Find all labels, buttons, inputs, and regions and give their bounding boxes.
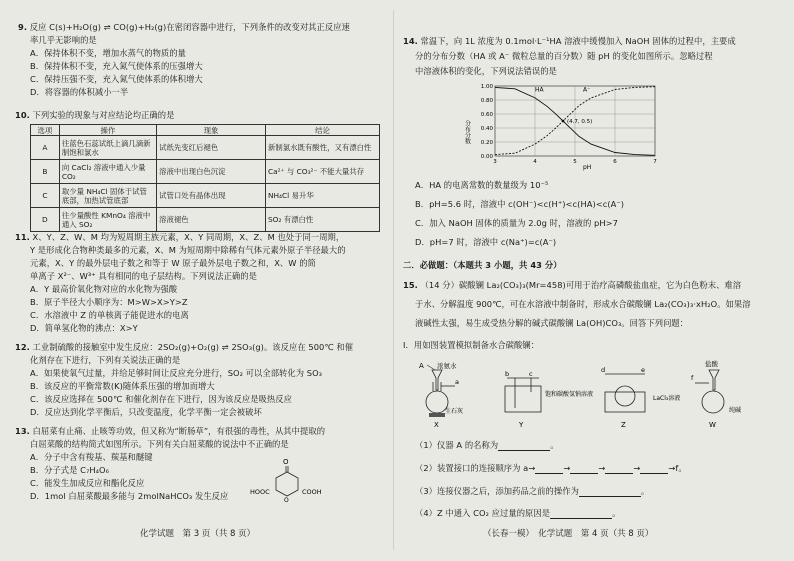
- table-cell: A: [31, 136, 60, 160]
- q15-line-2: 于水、分解温度 900℃，可在水溶液中制备时，形成水合碳酸镧 La₂(CO₃)₃·xH₂O。如果溶: [415, 299, 751, 309]
- port-f: f: [691, 374, 694, 382]
- x-tick-label: 6: [613, 159, 617, 165]
- q9-option-a: A．保持体积不变，增加水蒸气的物质的量: [30, 48, 186, 58]
- legend-a-minus: A⁻: [583, 86, 591, 94]
- structure-carbonyl-o: O: [283, 458, 289, 466]
- left-column: [0, 0, 392, 561]
- table-cell: 试管口处有晶体出现: [157, 184, 266, 208]
- answer-blank[interactable]: [570, 465, 598, 474]
- q9-option-c: C．保持压强不变，充入氮气使体系的体积增大: [30, 74, 203, 84]
- answer-blank[interactable]: [550, 510, 612, 519]
- label-w: W: [709, 421, 716, 429]
- q14-option-b: B．pH=5.6 时，溶液中 c(OH⁻)<c(H⁺)<c(HA)<c(A⁻): [415, 199, 625, 209]
- answer-blank[interactable]: [498, 442, 550, 451]
- table-header-cell: 现象: [157, 125, 266, 136]
- q10-stem: 10. 下列实验的现象与对应结论均正确的是: [15, 110, 175, 120]
- label-y: Y: [519, 421, 524, 429]
- structure-left-group: HOOC: [250, 488, 270, 496]
- q13-stem-1: 13. 白屈菜有止痛、止咳等功效，但又称为“断肠草”，有很强的毒性，从其中提取的: [15, 426, 326, 436]
- table-header-cell: 操作: [59, 125, 156, 136]
- footer-left: 化学试题 第 3 页（共 8 页）: [140, 529, 256, 539]
- q9-stem-1: 9. 反应 C(s)+H₂O(g) ⇌ CO(g)+H₂(g)在密闭容器中进行，下列条件的改变对其正反应速: [18, 22, 350, 32]
- q14-stem-2: 分的分布分数（HA 或 A⁻ 微粒总量的百分数）随 pH 的变化如图所示。忽略过程: [415, 51, 713, 61]
- q15-sub-3: （3）连接仪器之后，添加药品之前的操作为 。: [415, 486, 650, 496]
- table-cell: 取少量 NH₄Cl 固体于试管底部，加热试管底部: [59, 184, 156, 208]
- table-cell: Ca²⁺ 与 CO₃²⁻ 不能大量共存: [265, 160, 379, 184]
- y-tick-label: 0.20: [480, 140, 493, 146]
- port-c: c: [529, 370, 533, 378]
- table-cell: C: [31, 184, 60, 208]
- q11-stem-1: 11. X、Y、Z、W、M 均为短周期主族元素，X、Y 同周期，X、Z、M 也处于同一周期，: [15, 232, 345, 242]
- distribution-chart: [465, 80, 665, 170]
- q12-option-c: C．该反应选择在 500℃ 和催化剂存在下进行，因为该反应是吸热反应: [30, 394, 292, 404]
- label-soda: 纯碱: [729, 407, 742, 414]
- q12-stem-2: 化剂存在下进行，下列有关说法正确的是: [30, 355, 181, 365]
- q13-option-d: D．1mol 白屈菜酸最多能与 2molNaHCO₃ 发生反应: [30, 491, 229, 501]
- q10-table: [30, 124, 380, 232]
- q9-stem-2: 率几乎无影响的是: [30, 35, 97, 45]
- table-header-cell: 选项: [31, 125, 60, 136]
- q12-stem-1: 12. 工业制硫酸的接触室中发生反应：2SO₂(g)+O₂(g) ⇌ 2SO₃(g)。该反应在 500℃ 和催: [15, 342, 354, 352]
- q11-option-a: A．Y 最高价氧化物对应的水化物为强酸: [30, 284, 178, 294]
- x-tick-label: 7: [653, 159, 657, 165]
- q15-sub-2: （2）装置接口的连接顺序为 a→ → → → →f。: [415, 463, 687, 473]
- q13-option-a: A．分子中含有羧基、羰基和醚键: [30, 452, 153, 462]
- label-a-funnel: A: [419, 362, 424, 370]
- q11-stem-2: Y 是形成化合物种类最多的元素，X、M 为短周期中除稀有气体元素外原子半径最大的: [30, 245, 346, 255]
- label-ammonia: 浓氨水: [437, 362, 457, 370]
- q12-option-b: B．该反应的平衡常数(K)随体系压强的增加而增大: [30, 381, 215, 391]
- table-cell: 往蓝色石蕊试纸上滴几滴新制饱和氯水: [59, 136, 156, 160]
- chart-annotation: (4.7, 0.5): [567, 119, 593, 125]
- crossing-point: [562, 120, 565, 123]
- funnel-icon: [709, 370, 719, 390]
- table-row: [31, 136, 380, 160]
- chelidonic-acid-structure: [250, 455, 340, 505]
- table-header-cell: 结论: [265, 125, 379, 136]
- leader-line: [427, 365, 435, 370]
- table-row: [31, 184, 380, 208]
- bottle-y-icon: [505, 386, 541, 412]
- y-tick-label: 1.00: [480, 84, 493, 90]
- q15-part-1: Ⅰ．用如图装置模拟制备水合碳酸镧：: [403, 340, 540, 350]
- q13-option-c: C．能发生加成反应和酯化反应: [30, 478, 145, 488]
- q11-option-d: D．简单氢化物的沸点：X>Y: [30, 323, 138, 333]
- q11-option-c: C．水溶液中 Z 的单核离子能促进水的电离: [30, 310, 189, 320]
- table-cell: 溶液中出现白色沉淀: [157, 160, 266, 184]
- q9-option-b: B．保持体积不变，充入氮气使体系的压强增大: [30, 61, 203, 71]
- table-cell: D: [31, 208, 60, 232]
- table-cell: B: [31, 160, 60, 184]
- chart-y-ticks: [481, 84, 494, 160]
- q14-option-c: C．加入 NaOH 固体的质量为 2.0g 时，溶液的 pH>7: [415, 218, 618, 228]
- q14-stem-1: 14. 常温下，向 1L 浓度为 0.1mol·L⁻¹HA 溶液中缓慢加入 NaOH 固体的过程中，主要成: [403, 36, 736, 46]
- stand-base: [429, 413, 445, 417]
- answer-blank[interactable]: [535, 465, 563, 474]
- chart-x-ticks: [493, 159, 657, 165]
- table-cell: SO₂ 有漂白性: [265, 208, 379, 232]
- table-cell: 试纸先变红后褪色: [157, 136, 266, 160]
- legend-ha: HA: [535, 86, 544, 94]
- structure-ring-o: O: [284, 497, 289, 504]
- chart-x-label: pH: [583, 164, 592, 171]
- q11-option-b: B．原子半径大小顺序为：M>W>X>Y>Z: [30, 297, 188, 307]
- port-e: e: [641, 366, 645, 374]
- right-column: [397, 0, 794, 561]
- x-tick-label: 4: [533, 159, 537, 165]
- table-cell: NH₄Cl 易升华: [265, 184, 379, 208]
- port-a: a: [455, 378, 459, 386]
- q15-sub-1: （1）仪器 A 的名称为 。: [415, 440, 559, 450]
- label-z: Z: [621, 421, 626, 429]
- port-d: d: [601, 366, 606, 374]
- flask-w-icon: [702, 391, 724, 413]
- y-tick-label: 0.60: [480, 112, 493, 118]
- q12-option-a: A．如果使氧气过量，并给足够时间让反应充分进行，SO₂ 可以全部转化为 SO₃: [30, 368, 323, 378]
- table-cell: 溶液褪色: [157, 208, 266, 232]
- column-divider: [393, 10, 394, 550]
- q15-sub-4: （4）Z 中通入 CO₂ 应过量的原因是 。: [415, 508, 621, 518]
- label-hcl: 盐酸: [705, 360, 718, 368]
- label-lacl3: LaCl₃溶液: [653, 395, 681, 402]
- x-tick-label: 3: [493, 159, 497, 165]
- table-header-row: [31, 125, 380, 136]
- bath-icon: [605, 392, 645, 412]
- answer-blank[interactable]: [640, 465, 668, 474]
- section-heading: 二．必做题：（本题共 3 小题，共 43 分）: [403, 260, 562, 270]
- q11-stem-3: 元素，X、Y 的最外层电子数之和等于 W 原子最外层电子数之和，X、W 的简: [30, 258, 316, 268]
- y-tick-label: 0.40: [480, 126, 493, 132]
- q12-option-d: D．反应达到化学平衡后，只改变温度，化学平衡一定会被破坏: [30, 407, 262, 417]
- flask-z-icon: [615, 386, 635, 406]
- q15-line-1: 15. （14 分）碳酸镧 La₂(CO₃)₃(Mr=458)可用于治疗高磷酸盐血症，它为白色粉末、难溶: [403, 280, 742, 290]
- q13-option-b: B．分子式是 C₇H₄O₆: [30, 465, 110, 475]
- label-lime: 生石灰: [445, 408, 464, 415]
- label-x: X: [434, 421, 439, 429]
- table-row: [31, 208, 380, 232]
- table-cell: 向 CaCl₂ 溶液中通入少量 CO₂: [59, 160, 156, 184]
- q14-stem-3: 中溶液体积的变化，下列说法错误的是: [415, 66, 557, 76]
- answer-blank[interactable]: [579, 488, 641, 497]
- q15-line-3: 液碱性太强，易生成受热分解的碱式碳酸镧 La(OH)CO₃。回答下列问题：: [415, 318, 689, 328]
- table-cell: 往少量酸性 KMnO₄ 溶液中通入 SO₂: [59, 208, 156, 232]
- apparatus-diagram: [415, 356, 785, 432]
- y-tick-label: 0.00: [480, 154, 493, 160]
- q9-option-d: D．将容器的体积减小一半: [30, 87, 129, 97]
- table-cell: 新制氯水既有酸性，又有漂白性: [265, 136, 379, 160]
- x-tick-label: 5: [573, 159, 577, 165]
- structure-ring: [276, 472, 298, 496]
- table-row: [31, 160, 380, 184]
- port-b: b: [505, 370, 510, 378]
- label-nahco3: 饱和碳酸氢钠溶液: [545, 391, 594, 398]
- footer-right: （长春一模） 化学试题 第 4 页（共 8 页）: [483, 529, 654, 539]
- q13-stem-2: 白屈菜酸的结构简式如图所示。下列有关白屈菜酸的说法中不正确的是: [30, 439, 289, 449]
- q11-stem-4: 单离子 X²⁻、W³⁺ 具有相同的电子层结构。下列说法正确的是: [30, 271, 257, 281]
- funnel-icon: [432, 370, 442, 390]
- answer-blank[interactable]: [605, 465, 633, 474]
- y-tick-label: 0.80: [480, 98, 493, 104]
- chart-y-label: 分布分数: [463, 120, 471, 144]
- q14-option-d: D．pH=7 时，溶液中 c(Na⁺)=c(A⁻): [415, 237, 557, 247]
- q14-option-a: A．HA 的电离常数的数量级为 10⁻⁵: [415, 180, 549, 190]
- structure-right-group: COOH: [302, 488, 322, 496]
